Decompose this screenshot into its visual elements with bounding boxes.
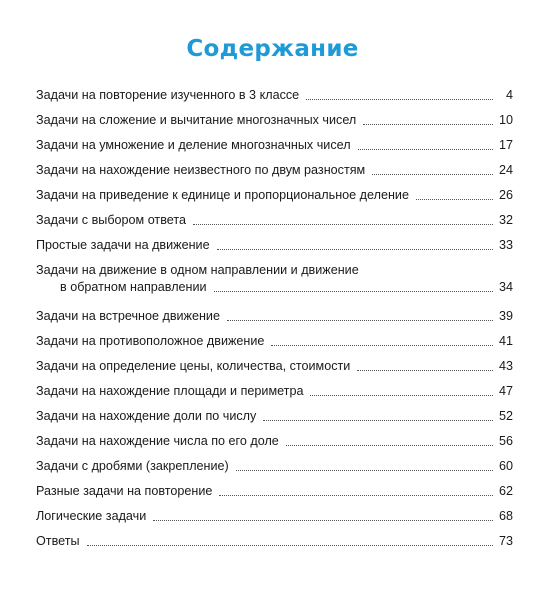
toc-entry-line xyxy=(36,88,513,103)
toc-entry xyxy=(36,484,513,509)
page-number: 33 xyxy=(498,238,513,252)
page-number: 39 xyxy=(498,309,513,323)
toc-entry-line xyxy=(36,484,513,499)
dot-leader xyxy=(363,124,493,125)
dot-leader xyxy=(219,495,493,496)
toc-entry-line xyxy=(36,384,513,399)
page-number: 43 xyxy=(498,359,513,373)
toc-entry xyxy=(36,113,513,138)
toc-entry xyxy=(36,384,513,409)
page-number: 73 xyxy=(498,534,513,548)
toc-entry-title: Задачи на движение в одном направлении и движение xyxy=(36,263,359,277)
toc-entry-title: Задачи на умножение и деление многозначных чисел xyxy=(36,138,351,152)
toc-entry-line xyxy=(36,359,513,374)
toc-entry-line xyxy=(36,163,513,178)
toc-entry-line xyxy=(36,138,513,153)
toc-entry-line xyxy=(36,213,513,228)
toc-entry xyxy=(36,334,513,359)
toc-entry xyxy=(36,309,513,334)
page-number: 68 xyxy=(498,509,513,523)
page-number: 26 xyxy=(498,188,513,202)
toc-entry-line xyxy=(36,434,513,449)
toc-entry xyxy=(36,88,513,113)
page-number: 52 xyxy=(498,409,513,423)
toc-entry-line xyxy=(36,188,513,203)
toc-entry-title: Задачи с дробями (закрепление) xyxy=(36,459,229,473)
toc-entry xyxy=(36,213,513,238)
dot-leader xyxy=(263,420,493,421)
toc-entry xyxy=(36,434,513,459)
toc-entry xyxy=(36,409,513,434)
dot-leader xyxy=(236,470,493,471)
toc-entry-line xyxy=(60,280,513,295)
dot-leader xyxy=(372,174,493,175)
page-number: 32 xyxy=(498,213,513,227)
toc-entry-title: Задачи на нахождение доли по числу xyxy=(36,409,257,423)
dot-leader xyxy=(227,320,493,321)
toc-entry-title: Задачи на приведение к единице и пропорциональное деление xyxy=(36,188,409,202)
toc-entry-title: Задачи на сложение и вычитание многозначных чисел xyxy=(36,113,357,127)
dot-leader xyxy=(306,99,493,100)
dot-leader xyxy=(271,345,493,346)
toc-entry-title: Задачи на повторение изученного в 3 классе xyxy=(36,88,300,102)
toc-entry xyxy=(36,509,513,534)
toc-entry-line xyxy=(36,334,513,349)
toc-entry-title: Задачи на определение цены, количества, стоимости xyxy=(36,359,351,373)
toc-entry-title: Задачи на нахождение числа по его доле xyxy=(36,434,279,448)
page-number: 60 xyxy=(498,459,513,473)
page-number: 10 xyxy=(498,113,513,127)
toc-entry-line xyxy=(36,409,513,424)
toc-entry-title: Разные задачи на повторение xyxy=(36,484,213,498)
toc-entry-title: Задачи на нахождение неизвестного по двум разностям xyxy=(36,163,366,177)
page-number: 17 xyxy=(498,138,513,152)
toc-entry-title: Ответы xyxy=(36,534,80,548)
toc-entry-line xyxy=(36,238,513,253)
page-title: Содержание xyxy=(186,36,359,62)
toc-entry xyxy=(36,238,513,263)
dot-leader xyxy=(286,445,493,446)
toc-entry-title: Логические задачи xyxy=(36,509,147,523)
dot-leader xyxy=(310,395,493,396)
dot-leader xyxy=(87,545,493,546)
dot-leader xyxy=(217,249,493,250)
page-number: 47 xyxy=(498,384,513,398)
toc-entry xyxy=(36,359,513,384)
toc-entry xyxy=(36,263,513,309)
toc-entry-line xyxy=(36,509,513,524)
page-number: 41 xyxy=(498,334,513,348)
toc-entry-title: Задачи на нахождение площади и периметра xyxy=(36,384,304,398)
page-number: 56 xyxy=(498,434,513,448)
toc-entry xyxy=(36,188,513,213)
toc-entry-title: Задачи с выбором ответа xyxy=(36,213,186,227)
toc-entry xyxy=(36,163,513,188)
dot-leader xyxy=(153,520,493,521)
page-number: 62 xyxy=(498,484,513,498)
dot-leader xyxy=(357,370,493,371)
toc-entry-title-continued: в обратном направлении xyxy=(60,280,207,294)
toc-entry-line xyxy=(36,534,513,549)
dot-leader xyxy=(214,291,493,292)
toc-entry-title: Задачи на встречное движение xyxy=(36,309,220,323)
page-number: 4 xyxy=(505,88,513,102)
page-number: 24 xyxy=(498,163,513,177)
toc-entry-line xyxy=(36,309,513,324)
toc-entry-line xyxy=(36,263,513,278)
dot-leader xyxy=(358,149,493,150)
toc-entry xyxy=(36,138,513,163)
table-of-contents xyxy=(36,88,513,559)
toc-entry xyxy=(36,534,513,559)
page-number: 34 xyxy=(498,280,513,294)
toc-entry-title: Задачи на противоположное движение xyxy=(36,334,265,348)
toc-entry-line xyxy=(36,459,513,474)
dot-leader xyxy=(193,224,493,225)
toc-entry-line xyxy=(36,113,513,128)
dot-leader xyxy=(416,199,493,200)
toc-entry-title: Простые задачи на движение xyxy=(36,238,210,252)
toc-entry xyxy=(36,459,513,484)
